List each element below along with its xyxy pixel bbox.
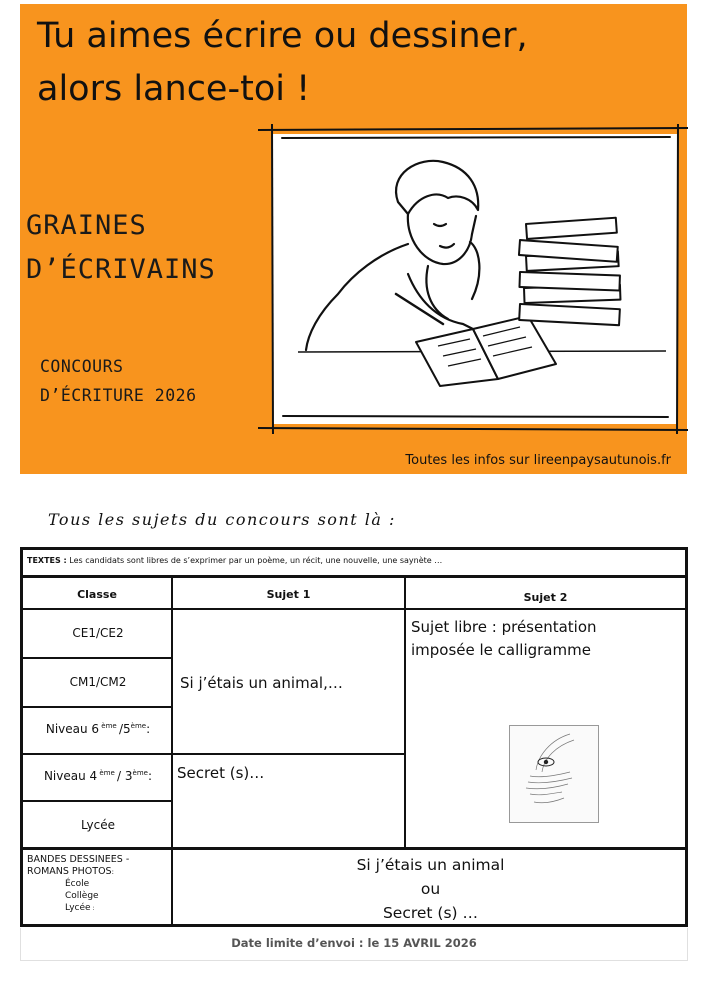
texts-intro-label: TEXTES : [27, 556, 67, 565]
row-divider [23, 575, 685, 578]
brand-title [26, 204, 216, 292]
contest-line-2: D’ÉCRITURE 2026 [40, 386, 197, 405]
calligram-eye-icon [510, 726, 598, 822]
row-divider [23, 706, 173, 708]
level-6-5-slash: /5 [118, 722, 131, 736]
level-6-5-sup-2: ème [130, 722, 147, 730]
row-divider [23, 753, 406, 755]
illustration-frame [258, 124, 688, 434]
level-4-3-sup-2: ème [132, 769, 148, 777]
row-divider [23, 657, 173, 659]
level-4-3-text: Niveau 4 [43, 769, 98, 783]
banner [20, 4, 687, 474]
bd-school-1: École [65, 879, 90, 889]
level-ce: CE1/CE2 [72, 626, 124, 640]
bd-line-1: BANDES DESSINEES - [27, 854, 130, 865]
level-4-3-sup: ème [97, 769, 118, 777]
headline-line-1: Tu aimes écrire ou dessiner, [37, 16, 528, 56]
level-4-3-slash: / 3 [117, 769, 133, 783]
sujet-1-animal: Si j’étais un animal,… [180, 674, 343, 692]
bd-school-2: Collège [65, 891, 99, 901]
bd-school-3-text: Lycée [65, 903, 91, 913]
sujet-1-secret: Secret (s)… [177, 764, 265, 782]
bd-levels [27, 854, 129, 915]
info-url: Toutes les infos sur lireenpaysautunois.fr [405, 453, 671, 468]
header-sujet-1: Sujet 1 [266, 588, 311, 601]
bd-line-2-text: ROMANS PHOTOS [27, 866, 112, 877]
girl-writing-illustration [258, 124, 688, 434]
deadline-text: Date limite d’envoi : le 15 AVRIL 2026 [231, 936, 477, 950]
level-4-3 [23, 769, 173, 783]
headline [37, 10, 528, 116]
bd-subject-line-2: ou [420, 880, 441, 898]
subjects-table [20, 547, 688, 927]
bd-school-3-suffix: : [90, 905, 95, 912]
level-4-3-colon: : [147, 769, 153, 783]
sujet-2-calligramme: Sujet libre : présentation imposée le calligramme [411, 618, 597, 659]
calligram-image [509, 725, 599, 823]
column-divider [404, 575, 406, 849]
bd-line-2-suffix: : [111, 868, 114, 876]
bd-line-2 [27, 866, 129, 878]
deadline-box [20, 928, 688, 961]
level-6-5-colon: : [146, 722, 151, 736]
level-lycee: Lycée [80, 818, 116, 832]
level-6-5-text: Niveau 6 [45, 722, 100, 736]
bd-subject-line-1: Si j’étais un animal [356, 856, 505, 874]
texts-intro-text: Les candidats sont libres de s’exprimer par un poème, un récit, une nouvelle, une saynète … [66, 556, 443, 565]
brand-line-2: D’ÉCRIVAINS [26, 254, 216, 285]
row-divider [23, 847, 685, 850]
contest-line-1: CONCOURS [40, 357, 124, 376]
row-divider [23, 800, 173, 802]
bd-school-3 [27, 902, 129, 915]
level-6-5-sup: ème [99, 722, 119, 730]
contest-title [40, 352, 197, 410]
brand-line-1: GRAINES [26, 210, 147, 241]
level-cm: CM1/CM2 [69, 675, 127, 689]
level-6-5 [23, 722, 173, 736]
texts-intro [27, 556, 442, 565]
subjects-subtitle: Tous les sujets du concours sont là : [48, 510, 396, 529]
bd-subject [173, 853, 688, 925]
headline-line-2: alors lance-toi ! [37, 69, 311, 109]
header-sujet-2: Sujet 2 [523, 591, 568, 604]
header-classe: Classe [77, 588, 117, 601]
bd-subject-line-3: Secret (s) … [382, 904, 479, 922]
